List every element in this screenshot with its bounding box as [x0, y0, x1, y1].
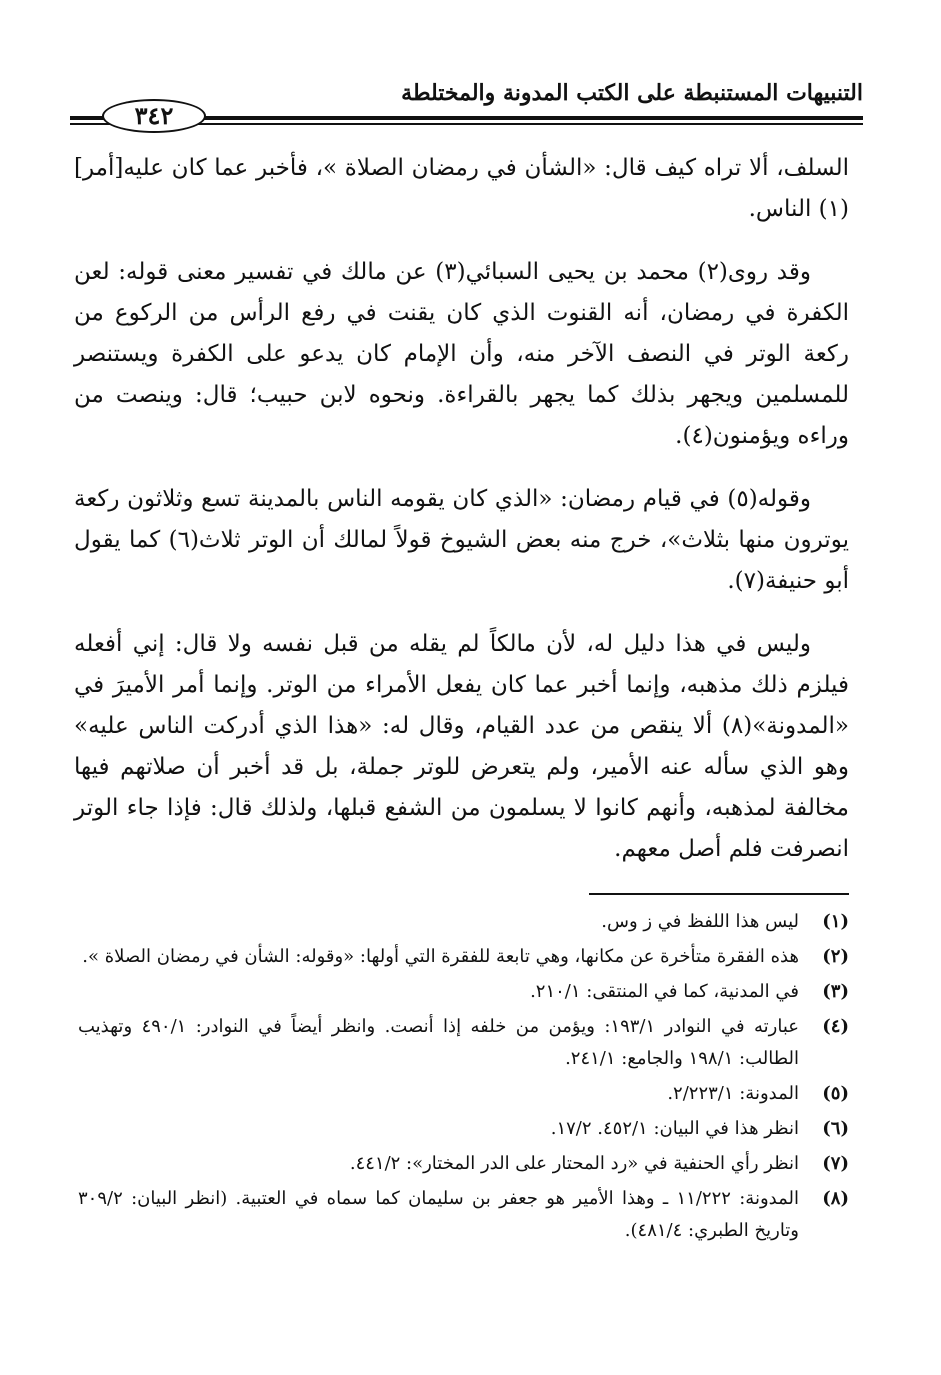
footnote: [78, 1148, 849, 1180]
paragraph: وقوله(٥) في قيام رمضان: «الذي كان يقومه الناس بالمدينة تسع وثلاثون ركعة يوترون منها بثلاث»، خرج منه بعض الشيوخ قولاً لمالك أن الوتر ثلاث(٦) كما يقول أبو حنيفة(٧).: [74, 486, 849, 594]
footnote: [78, 1078, 849, 1110]
paragraph: السلف، ألا تراه كيف قال: «الشأن في رمضان الصلاة »، فأخبر عما كان عليه[أمر](١) الناس.: [74, 155, 849, 222]
footnote-text: المدونة: ١١/٢٢٢ ـ وهذا الأمير هو جعفر بن سليمان كما سماه في العتبية. (انظر البيان: ٣٠٩/٢ وتاريخ الطبري: ٤٨١/٤).: [78, 1188, 799, 1241]
footnotes: [78, 906, 849, 1250]
footnote-number: (٦): [822, 1118, 849, 1139]
footnote-text: ليس هذا اللفظ في ز وس.: [601, 911, 799, 932]
footnote: [78, 1183, 849, 1247]
main-text: [74, 148, 849, 892]
footnote: [78, 976, 849, 1008]
page-number: ٣٤٢: [102, 99, 206, 133]
footnote-text: انظر رأي الحنفية في «رد المحتار على الدر المختار»: ٤٤١/٢.: [349, 1153, 799, 1174]
footnote-number: (٣): [822, 981, 849, 1002]
footnote-number: (١): [822, 911, 849, 932]
footnote: [78, 941, 849, 973]
footnote-text: المدونة: ٢/٢٢٣/١.: [667, 1083, 799, 1104]
footnote-text: هذه الفقرة متأخرة عن مكانها، وهي تابعة للفقرة التي أولها: «وقوله: الشأن في رمضان الصلاة ».: [82, 946, 799, 967]
paragraph: وقد روى(٢) محمد بن يحيى السبائي(٣) عن مالك في تفسير معنى قوله: لعن الكفرة في رمضان، أنه القنوت الذي كان يقنت في رفع الرأس من الركوع من ركعة الوتر في النصف الآخر منه، وأن الإمام كان يدعو على الكفرة ويستنصر للمسلمين ويجهر بذلك كما يجهر بالقراءة. ونحوه لابن حبيب؛ قال: وينصت من وراءه ويؤمنون(٤).: [74, 259, 849, 449]
footnote-number: (٥): [822, 1083, 849, 1104]
footnote-text: انظر هذا في البيان: ٤٥٢/١. ١٧/٢.: [550, 1118, 799, 1139]
footnote-number: (٨): [822, 1188, 849, 1209]
footnote: [78, 1011, 849, 1075]
footnote-text: في المدنية، كما في المنتقى: ٢١٠/١.: [530, 981, 799, 1002]
paragraph: وليس في هذا دليل له، لأن مالكاً لم يقله من قبل نفسه ولا قال: إني أفعله فيلزم ذلك مذهبه، وإنما أخبر عما كان يفعل الأمراء من الوتر. وإنما أمر الأميرَ في «المدونة»(٨) ألا ينقص من عدد القيام، وقال له: «هذا الذي أدركت الناس عليه» وهو الذي سأله عنه الأمير، ولم يتعرض للوتر جملة، بل قد أخبر أن صلاتهم فيها مخالفة لمذهبه، وأنهم كانوا لا يسلمون من الشفع قبلها، ولذلك قال: فإذا جاء الوتر انصرفت فلم أصل معهم.: [74, 631, 849, 862]
running-title: التنبيهات المستنبطة على الكتب المدونة والمختلطة: [401, 80, 863, 106]
footnote: [78, 906, 849, 938]
footnote-number: (٧): [822, 1153, 849, 1174]
footnote-text: عبارته في النوادر ١٩٣/١: ويؤمن من خلفه إذا أنصت. وانظر أيضاً في النوادر: ٤٩٠/١ وتهذيب الطالب: ١٩٨/١ والجامع: ٢٤١/١.: [78, 1016, 799, 1069]
page-header: [70, 72, 863, 132]
footnote: [78, 1113, 849, 1145]
footnote-separator: [589, 893, 849, 895]
footnote-number: (٢): [822, 946, 849, 967]
footnote-number: (٤): [822, 1016, 849, 1037]
